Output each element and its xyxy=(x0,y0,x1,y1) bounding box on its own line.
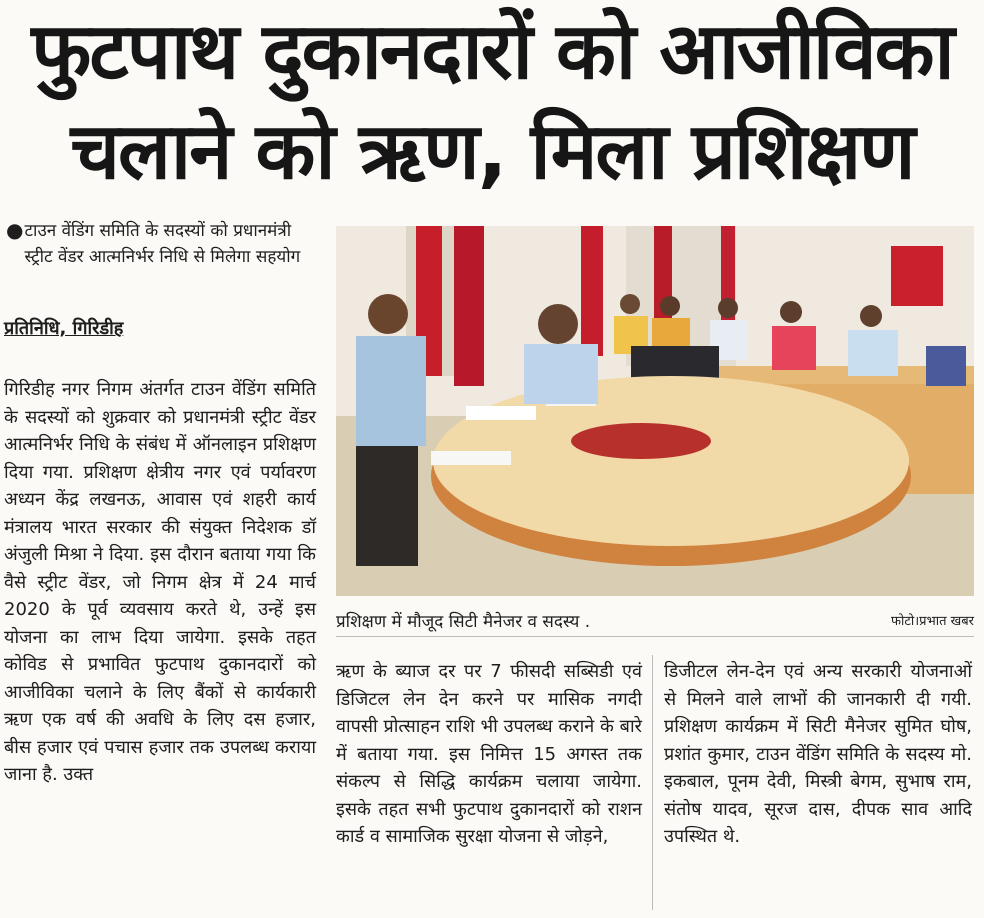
column-divider xyxy=(652,655,653,910)
headline-line-2: चलाने को ऋण, मिला प्रशिक्षण xyxy=(70,107,914,197)
article-body-column-3: डिजीटल लेन-देन एवं अन्य सरकारी योजनाओं से मिलने वाले लाभों की जानकारी दी गयी. प्रशिक्षण कार्यक्रम में सिटी मैनेजर सुमित घोष, प्रशांत कुमार, टाउन वेंडिंग समिति के सदस्य मो. इकबाल, पूनम देवी, मिस्त्री बेगम, सुभाष राम, संतोष यादव, सूरज दास, दीपक साव आदि उपस्थित थे. xyxy=(664,661,972,847)
headline xyxy=(4,2,980,202)
news-photo xyxy=(336,226,974,596)
article-body-column-2: ऋण के ब्याज दर पर 7 फीसदी सब्सिडी एवं डिजिटल लेन देन करने पर मासिक नगदी वापसी प्रोत्साहन राशि भी उपलब्ध कराने के बारे में बताया गया. इस निमित्त 15 अगस्त तक संकल्प से सिद्धि कार्यक्रम चलाया जायेगा. इसके तहत सभी फुटपाथ दुकानदारों को राशन कार्ड व सामाजिक सुरक्षा योजना से जोड़ने, xyxy=(336,661,642,847)
bullet-icon: ● xyxy=(6,218,24,242)
meeting-room-illustration xyxy=(336,226,974,596)
photo-caption-bar xyxy=(336,604,974,637)
byline: प्रतिनिधि, गिरिडीह xyxy=(4,318,124,339)
headline-line-1: फुटपाथ दुकानदारों को आजीविका xyxy=(31,7,953,97)
photo-caption: प्रशिक्षण में मौजूद सिटी मैनेजर व सदस्य . xyxy=(336,611,591,632)
summary-bullet xyxy=(6,218,322,270)
summary-text: टाउन वेंडिंग समिति के सदस्यों को प्रधानमंत्री स्ट्रीट वेंडर आत्मनिर्भर निधि से मिलेगा सहयोग xyxy=(24,221,301,267)
photo-credit: फोटो।प्रभात खबर xyxy=(890,614,974,629)
article-body-column-1: गिरिडीह नगर निगम अंतर्गत टाउन वेंडिंग समिति के सदस्यों को शुक्रवार को प्रधानमंत्री स्ट्रीट वेंडर आत्मनिर्भर निधि के संबंध में ऑनलाइन प्रशिक्षण दिया गया. प्रशिक्षण क्षेत्रीय नगर एवं पर्यावरण अध्यन केंद्र लखनऊ, आवास एवं शहरी कार्य मंत्रालय भारत सरकार की संयुक्त निदेशक डॉ अंजुली मिश्रा ने दिया. इस दौरान बताया गया कि वैसे स्ट्रीट वेंडर, जो निगम क्षेत्र में 24 मार्च 2020 के पूर्व व्यवसाय करते थे, उन्हें इस योजना का लाभ दिया जायेगा. इसके तहत कोविड से प्रभावित फुटपाथ दुकानदारों को आजीविका चलाने के लिए बैंकों से कार्यकारी ऋण एक वर्ष की अवधि के लिए दस हजार, बीस हजार एवं पचास हजार तक उपलब्ध कराया जाना है. उक्त xyxy=(4,379,316,785)
